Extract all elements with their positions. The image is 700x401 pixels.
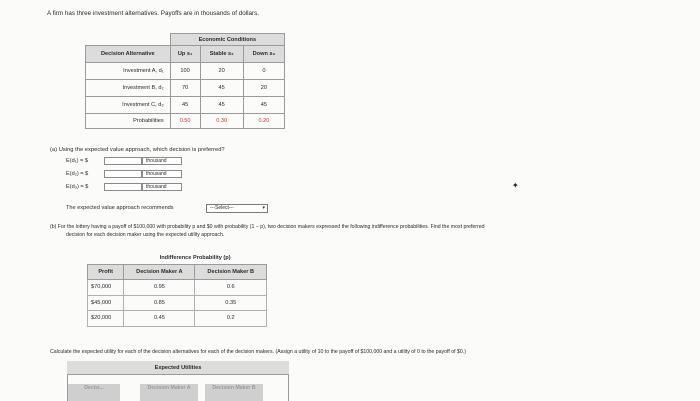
- col-header-up: Up s₁: [170, 46, 200, 63]
- col-header-maker-b: Decision Maker B: [195, 264, 267, 280]
- recommend-text: The expected value approach recommends: [66, 205, 174, 211]
- probability-cell: 0.30: [200, 114, 243, 129]
- table-row: [86, 97, 285, 114]
- probability-cell: 0.20: [243, 114, 284, 129]
- utilities-col-header: Decision Maker B: [205, 384, 263, 401]
- utilities-col-header: Decisi...: [68, 384, 120, 401]
- col-header-down: Down s₃: [243, 46, 284, 63]
- chevron-down-icon: ▾: [262, 205, 265, 211]
- prob-cell: 0.2: [195, 311, 267, 327]
- ev-d1-unit: thousand: [142, 157, 182, 165]
- payoff-cell: 100: [170, 63, 200, 80]
- blank-cell: [86, 34, 171, 46]
- row-label: Investment A, d₁: [86, 63, 171, 80]
- col-header-decision: Decision Alternative: [86, 46, 171, 63]
- blank-cell: [88, 252, 124, 264]
- economic-conditions-header: Economic Conditions: [170, 34, 284, 46]
- recommend-select[interactable]: [206, 204, 268, 213]
- ev-label-d1: E(d₁) = $: [66, 158, 88, 164]
- part-b-question: (b) For the lottery having a payoff of $100,000 with probability p and $0 with probability (1 − p), two decision makers expressed the following indifference probabilities. Find the most preferred: [50, 224, 485, 230]
- payoff-cell: 45: [243, 97, 284, 114]
- profit-cell: $20,000: [88, 311, 124, 327]
- payoff-cell: 0: [243, 63, 284, 80]
- payoff-cell: 45: [200, 97, 243, 114]
- table-row: [88, 295, 267, 311]
- calc-text: Calculate the expected utility for each of the decision alternatives for each of the decision makers. (Assign a utility of 10 to the payoff of $100,000 and a utility of 0 to the payoff of $0.): [50, 349, 466, 355]
- table-row: [88, 311, 267, 327]
- profit-cell: $70,000: [88, 280, 124, 296]
- prob-cell: 0.95: [124, 280, 195, 296]
- prob-cell: 0.6: [195, 280, 267, 296]
- cursor-icon: ✦: [512, 181, 519, 190]
- table-row: [86, 63, 285, 80]
- payoff-cell: 45: [170, 97, 200, 114]
- part-a-question: (a) Using the expected value approach, which decision is preferred?: [50, 147, 225, 153]
- table-row: [86, 114, 285, 129]
- prob-cell: 0.35: [195, 295, 267, 311]
- ev-d2-input[interactable]: [104, 170, 142, 178]
- profit-cell: $45,000: [88, 295, 124, 311]
- ev-d2-unit: thousand: [142, 170, 182, 178]
- payoff-cell: 70: [170, 80, 200, 97]
- utilities-col-header: Decision Maker A: [140, 384, 198, 401]
- row-label: Investment B, d₂: [86, 80, 171, 97]
- row-label: Investment C, d₃: [86, 97, 171, 114]
- probability-cell: 0.50: [170, 114, 200, 129]
- part-b-question-line2: decision for each decision maker using the expected utility approach.: [66, 232, 225, 238]
- payoff-cell: 20: [243, 80, 284, 97]
- problem-intro: A firm has three investment alternatives. Payoffs are in thousands of dollars.: [47, 10, 259, 17]
- table-row: [86, 80, 285, 97]
- ev-d3-input[interactable]: [104, 183, 142, 191]
- row-label: Probabilities: [86, 114, 171, 129]
- indifference-header: Indifference Probability (p): [124, 252, 267, 264]
- indifference-table: [87, 252, 267, 327]
- payoff-cell: 45: [200, 80, 243, 97]
- utilities-header: Expected Utilities: [67, 361, 289, 375]
- col-header-maker-a: Decision Maker A: [124, 264, 195, 280]
- ev-d1-input[interactable]: [104, 157, 142, 165]
- payoff-cell: 20: [200, 63, 243, 80]
- table-row: [88, 280, 267, 296]
- ev-label-d3: E(d₃) = $: [66, 184, 89, 190]
- col-header-stable: Stable s₂: [200, 46, 243, 63]
- ev-label-d2: E(d₂) = $: [66, 171, 89, 177]
- col-header-profit: Profit: [88, 264, 124, 280]
- payoff-table: [85, 33, 285, 129]
- ev-d3-unit: thousand: [142, 183, 182, 191]
- prob-cell: 0.45: [124, 311, 195, 327]
- select-value: ---Select---: [210, 205, 234, 211]
- prob-cell: 0.85: [124, 295, 195, 311]
